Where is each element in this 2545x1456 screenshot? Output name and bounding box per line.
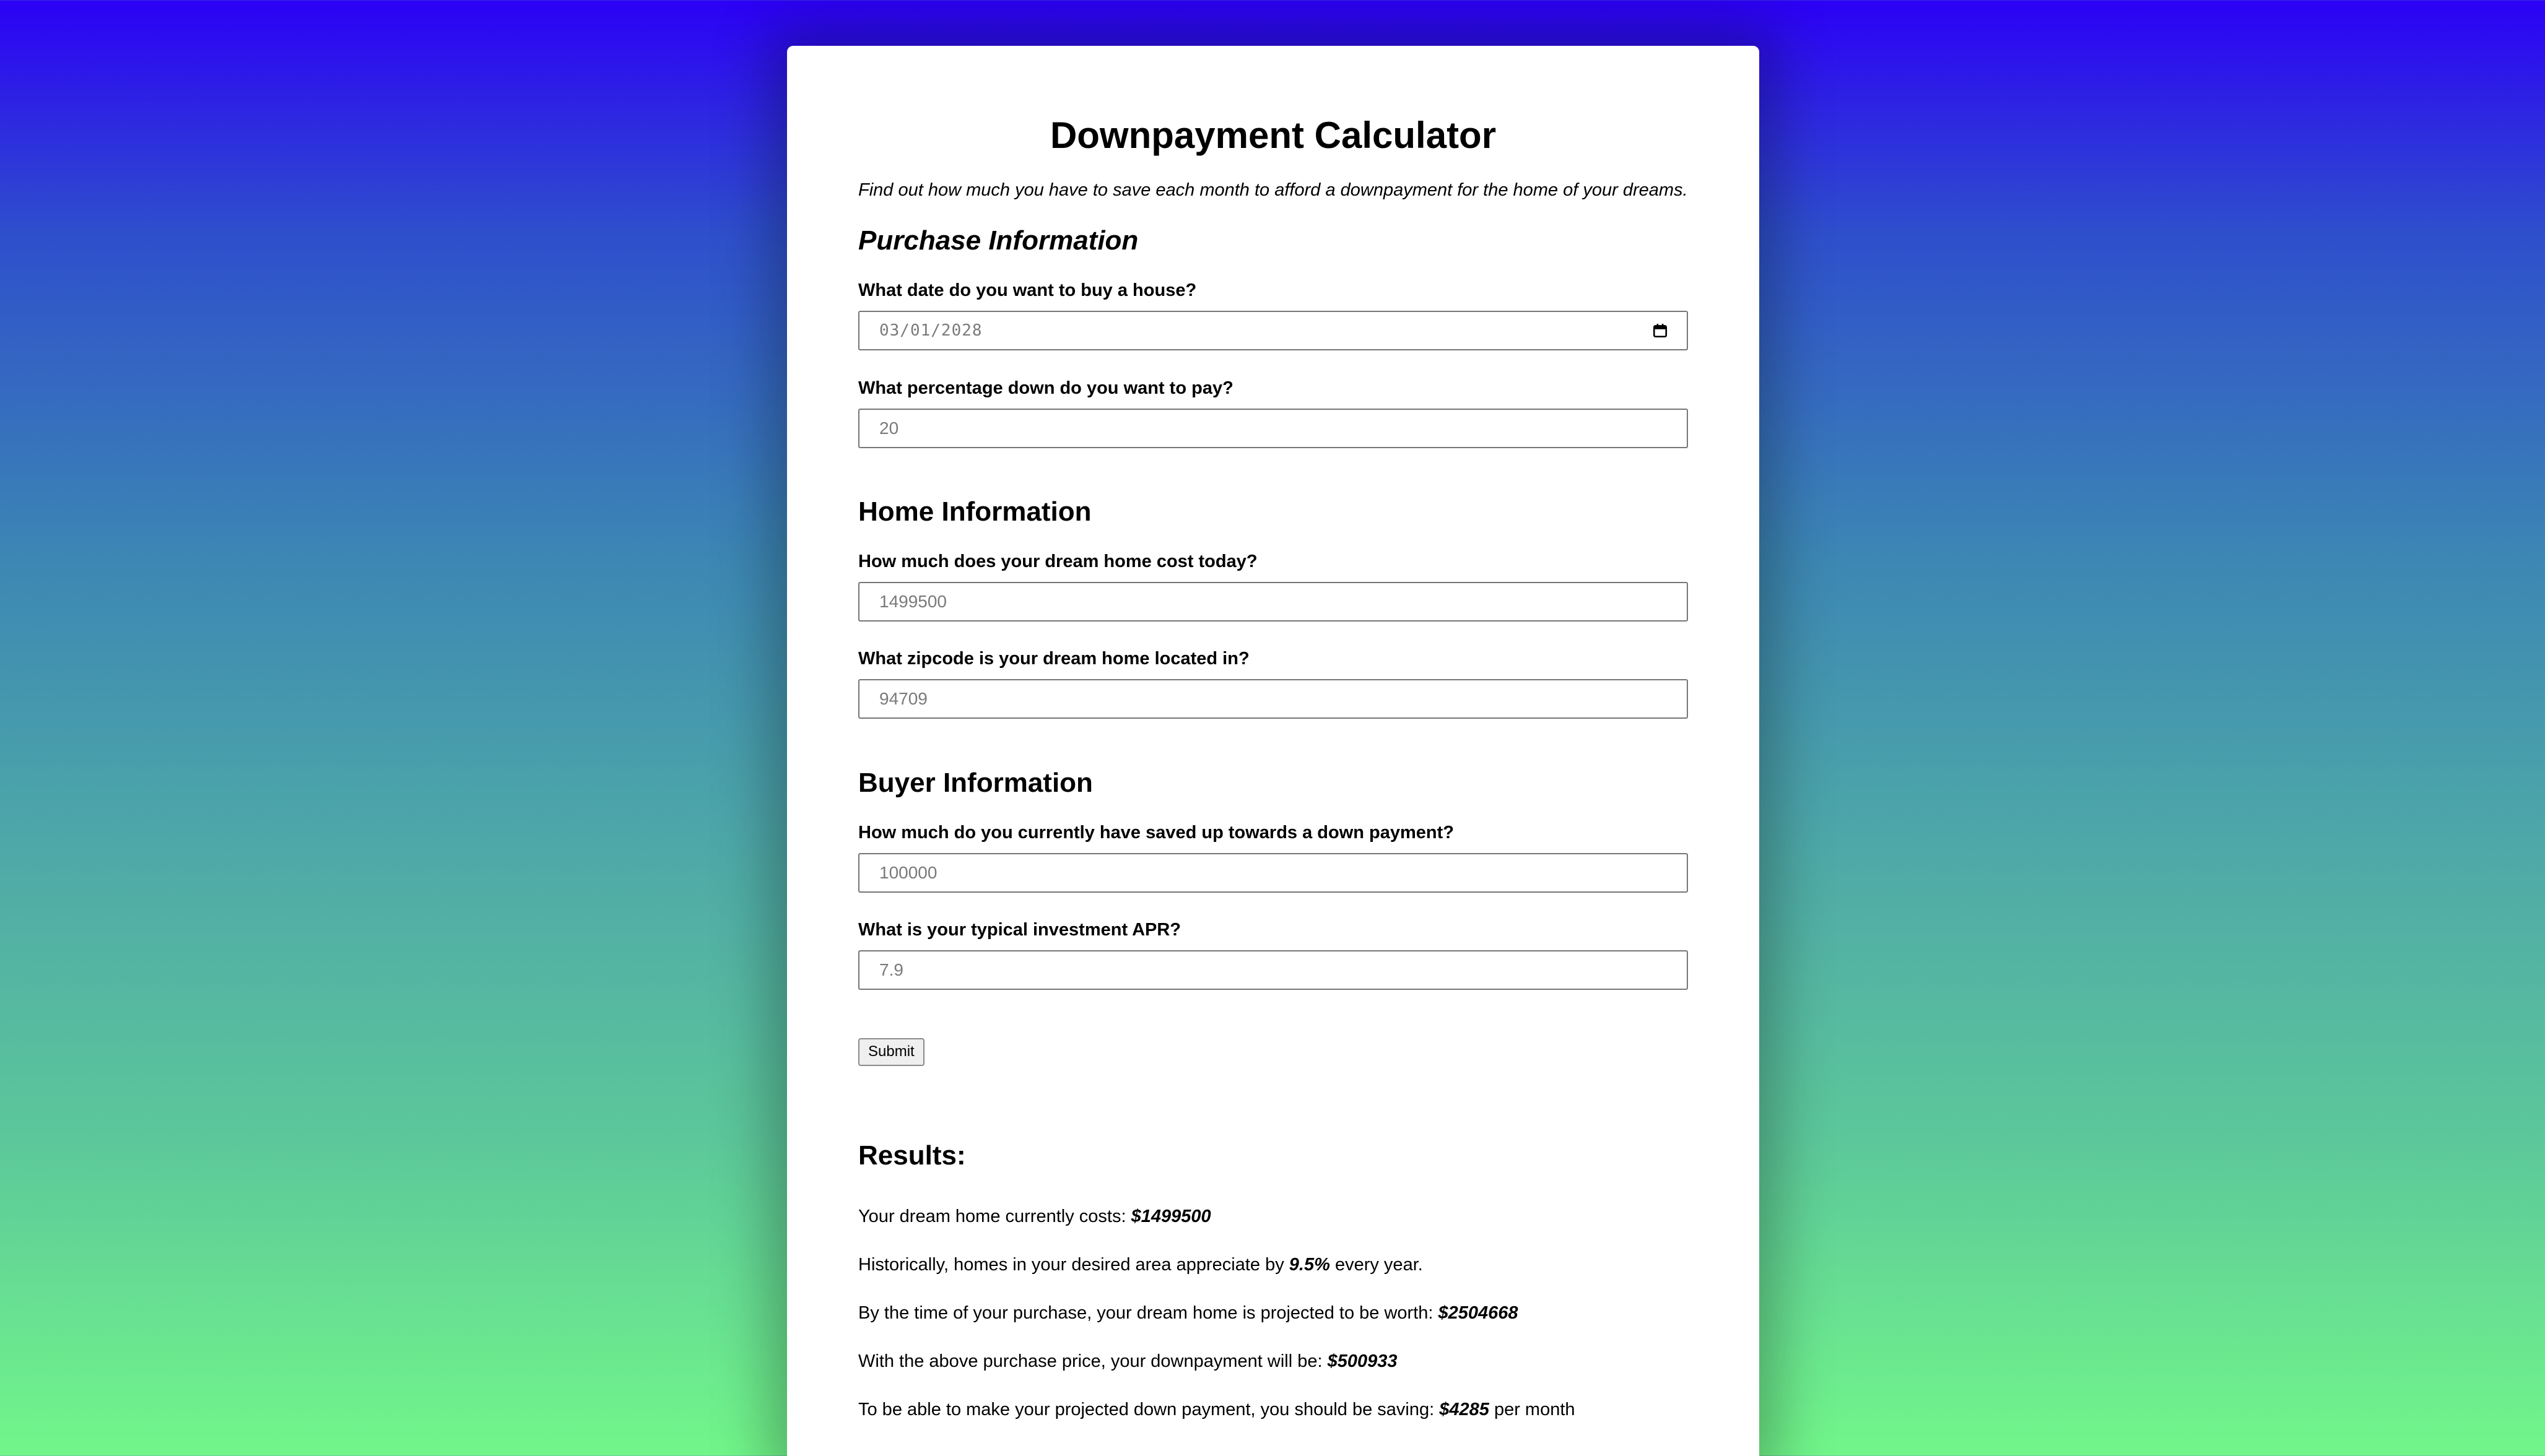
apr-input[interactable]: [858, 950, 1688, 990]
saved-placeholder: 100000: [879, 863, 938, 882]
result-current-cost-value: $1499500: [1131, 1207, 1211, 1226]
result-projected-worth-text: By the time of your purchase, your dream home is projected to be worth:: [858, 1303, 1438, 1323]
percent-input[interactable]: [858, 409, 1688, 448]
buyer-heading: Buyer Information: [858, 768, 1093, 798]
zip-placeholder: 94709: [879, 689, 928, 708]
submit-button[interactable]: Submit: [858, 1038, 924, 1066]
result-monthly-saving-suffix: per month: [1489, 1400, 1575, 1419]
saved-label: How much do you currently have saved up towards a down payment?: [858, 823, 1455, 843]
result-appreciation-value: 9.5%: [1289, 1255, 1330, 1275]
result-current-cost-text: Your dream home currently costs:: [858, 1207, 1131, 1226]
result-downpayment-text: With the above purchase price, your downpayment will be:: [858, 1351, 1328, 1371]
home-heading: Home Information: [858, 496, 1092, 527]
result-downpayment-value: $500933: [1327, 1351, 1398, 1371]
result-projected-worth-value: $2504668: [1438, 1303, 1518, 1323]
result-appreciation: [858, 1254, 1423, 1276]
saved-input[interactable]: [858, 853, 1688, 893]
cost-input[interactable]: [858, 582, 1688, 622]
zip-input[interactable]: [858, 679, 1688, 719]
date-value: 03/01/2028: [879, 321, 983, 340]
apr-label: What is your typical investment APR?: [858, 920, 1181, 940]
zip-label: What zipcode is your dream home located in?: [858, 649, 1250, 669]
cost-label: How much does your dream home cost today?: [858, 552, 1258, 571]
result-current-cost: [858, 1206, 1211, 1228]
page-title: Downpayment Calculator: [1050, 115, 1497, 156]
purchase-heading: Purchase Information: [858, 225, 1139, 256]
result-projected-worth: [858, 1302, 1518, 1324]
result-appreciation-suffix: every year.: [1329, 1255, 1423, 1275]
result-monthly-saving: [858, 1399, 1575, 1421]
calculator-card: [787, 46, 1759, 1456]
calendar-icon[interactable]: [1652, 323, 1668, 339]
result-monthly-saving-value: $4285: [1439, 1400, 1489, 1419]
apr-placeholder: 7.9: [879, 960, 903, 979]
date-input[interactable]: [858, 311, 1688, 350]
cost-placeholder: 1499500: [879, 592, 947, 611]
page-subtitle: Find out how much you have to save each month to afford a downpayment for the home of your dreams.: [858, 180, 1688, 200]
percent-label: What percentage down do you want to pay?: [858, 378, 1233, 398]
percent-placeholder: 20: [879, 418, 899, 438]
result-appreciation-text: Historically, homes in your desired area appreciate by: [858, 1255, 1289, 1275]
date-label: What date do you want to buy a house?: [858, 280, 1197, 300]
results-heading: Results:: [858, 1140, 966, 1171]
result-downpayment: [858, 1351, 1398, 1372]
result-monthly-saving-text: To be able to make your projected down payment, you should be saving:: [858, 1400, 1440, 1419]
